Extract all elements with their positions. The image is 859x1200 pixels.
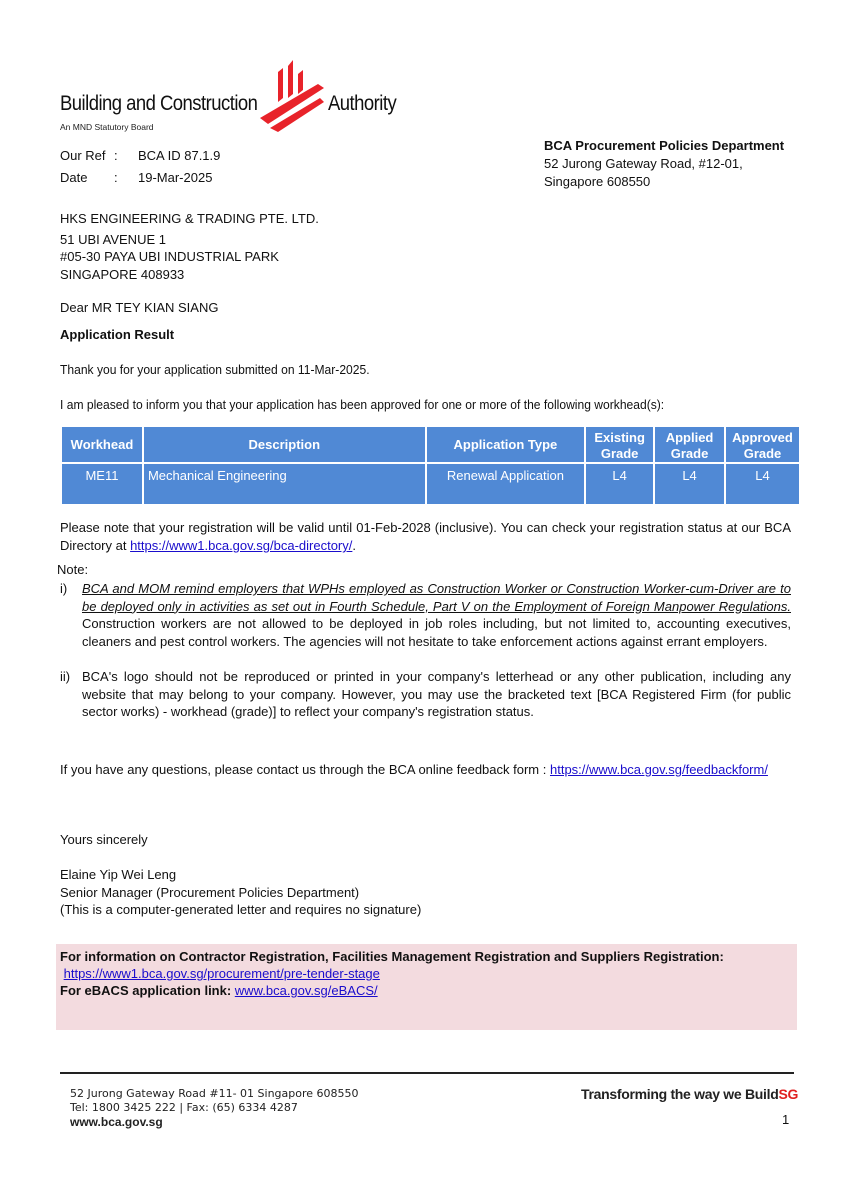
- salutation: Dear MR TEY KIAN SIANG: [60, 300, 219, 315]
- questions-text: If you have any questions, please contact us through the BCA online feedback form :: [60, 762, 550, 777]
- recipient-address-line: 51 UBI AVENUE 1: [60, 231, 166, 247]
- cell-existing-grade: L4: [585, 463, 654, 505]
- cell-description: Mechanical Engineering: [143, 463, 426, 505]
- signature-block: [60, 866, 421, 919]
- cell-workhead: ME11: [61, 463, 143, 505]
- sender-block: [544, 137, 784, 191]
- header-applied-line2: Grade: [670, 446, 709, 461]
- page-number: 1: [782, 1112, 790, 1127]
- bca-emblem-icon: [258, 58, 326, 134]
- workhead-table: [60, 425, 801, 506]
- date-value: 19-Mar-2025: [138, 170, 213, 185]
- note-number: ii): [60, 669, 71, 684]
- approval-paragraph: I am pleased to inform you that your application has been approved for one or more of the following workhead(s):: [60, 397, 665, 412]
- header-existing-line1: Existing: [594, 430, 645, 445]
- questions-paragraph: [60, 762, 768, 777]
- separator: :: [114, 148, 118, 163]
- footer-address-block: [70, 1087, 359, 1129]
- note-text: Construction workers are not allowed to be deployed in job roles including, but not limited to, accounting executives, cleaners and pest control workers. The agencies will not hesitate to take enforcement actions against errant employers.: [82, 616, 791, 649]
- thanks-paragraph: Thank you for your application submitted on 11-Mar-2025.: [60, 362, 370, 377]
- tagline-accent: SG: [778, 1086, 799, 1102]
- bca-directory-link[interactable]: https://www1.bca.gov.sg/bca-directory/: [130, 538, 353, 553]
- note-heading: Note:: [57, 562, 89, 577]
- cell-approved-grade: L4: [725, 463, 800, 505]
- logo-text-right: Authority: [328, 92, 397, 115]
- header-description: Description: [143, 426, 426, 463]
- header-application-type: Application Type: [426, 426, 586, 463]
- our-ref-row: [60, 145, 220, 167]
- tagline-main: Transforming the way we Build: [581, 1086, 779, 1102]
- header-applied-line1: Applied: [665, 430, 714, 445]
- footer-tagline: [581, 1086, 798, 1102]
- validity-text: Please note that your registration will be valid until 01-Feb-2028 (inclusive). You can check your registration status at our BCA Directory at: [60, 520, 791, 553]
- sender-address-line: 52 Jurong Gateway Road, #12-01,: [544, 156, 743, 171]
- sender-address-line: Singapore 608550: [544, 174, 651, 189]
- recipient-block: [60, 210, 319, 283]
- procurement-link[interactable]: https://www1.bca.gov.sg/procurement/pre-tender-stage: [63, 966, 380, 981]
- footer-address: 52 Jurong Gateway Road #11- 01 Singapore 608550: [70, 1087, 359, 1100]
- ebacs-link[interactable]: www.bca.gov.sg/eBACS/: [234, 983, 378, 998]
- bca-logo: [60, 58, 400, 136]
- header-approved-line1: Approved: [732, 430, 793, 445]
- note-emphasis: BCA and MOM remind employers that WPHs employed as Construction Worker or Construction Worker-cum-Driver are to be deployed only in activities as set out in Fourth Schedule, Part V on the Employment of Foreign Manpower Regulations.: [82, 581, 791, 614]
- feedback-form-link[interactable]: https://www.bca.gov.sg/feedbackform/: [549, 762, 768, 777]
- note-text: BCA's logo should not be reproduced or printed in your company's letterhead or any other publication, including any website that may belong to your company. However, you may use the bracketed text [BCA Registered Firm (for public sector works) - workhead (grade)] to reflect your company's registration status.: [82, 669, 791, 719]
- logo-text-left: Building and Construction: [60, 92, 258, 115]
- sender-department: BCA Procurement Policies Department: [544, 138, 785, 153]
- header-approved-grade: [725, 426, 800, 463]
- footer-contact: Tel: 1800 3425 222 | Fax: (65) 6334 4287: [70, 1101, 298, 1114]
- signature-disclaimer: (This is a computer-generated letter and requires no signature): [60, 902, 422, 917]
- recipient-address-line: #05-30 PAYA UBI INDUSTRIAL PARK: [60, 249, 279, 264]
- info-heading: For information on Contractor Registration, Facilities Management Registration and Suppliers Registration:: [60, 949, 724, 964]
- signatory-name: Elaine Yip Wei Leng: [60, 867, 177, 882]
- note-item: [60, 668, 791, 721]
- separator: :: [114, 170, 118, 185]
- note-item: [60, 580, 791, 650]
- notes-list: [60, 580, 791, 721]
- our-ref-value: BCA ID 87.1.9: [138, 148, 221, 163]
- recipient-address-line: SINGAPORE 408933: [60, 266, 185, 282]
- footer-divider: [60, 1072, 794, 1074]
- table-header-row: [61, 426, 800, 463]
- our-ref-label: Our Ref: [60, 148, 106, 163]
- header-existing-grade: [585, 426, 654, 463]
- ebacs-label: For eBACS application link:: [60, 983, 235, 998]
- recipient-company: HKS ENGINEERING & TRADING PTE. LTD.: [60, 211, 319, 226]
- info-box: [56, 944, 797, 1030]
- closing-sincerely: Yours sincerely: [60, 832, 148, 847]
- header-workhead: Workhead: [61, 426, 143, 463]
- validity-paragraph: [60, 519, 791, 555]
- cell-application-type: Renewal Application: [426, 463, 586, 505]
- header-applied-grade: [654, 426, 725, 463]
- signatory-title: Senior Manager (Procurement Policies Department): [60, 884, 360, 900]
- date-label: Date: [60, 170, 88, 185]
- cell-applied-grade: L4: [654, 463, 725, 505]
- validity-end: .: [352, 538, 356, 553]
- note-number: i): [60, 581, 68, 596]
- subject-heading: Application Result: [60, 327, 175, 342]
- header-approved-line2: Grade: [743, 446, 782, 461]
- header-existing-line2: Grade: [600, 446, 639, 461]
- footer-website: www.bca.gov.sg: [70, 1115, 163, 1129]
- date-row: [60, 167, 220, 189]
- logo-subtitle: An MND Statutory Board: [60, 122, 154, 132]
- reference-block: [60, 145, 220, 189]
- table-row: [61, 463, 800, 505]
